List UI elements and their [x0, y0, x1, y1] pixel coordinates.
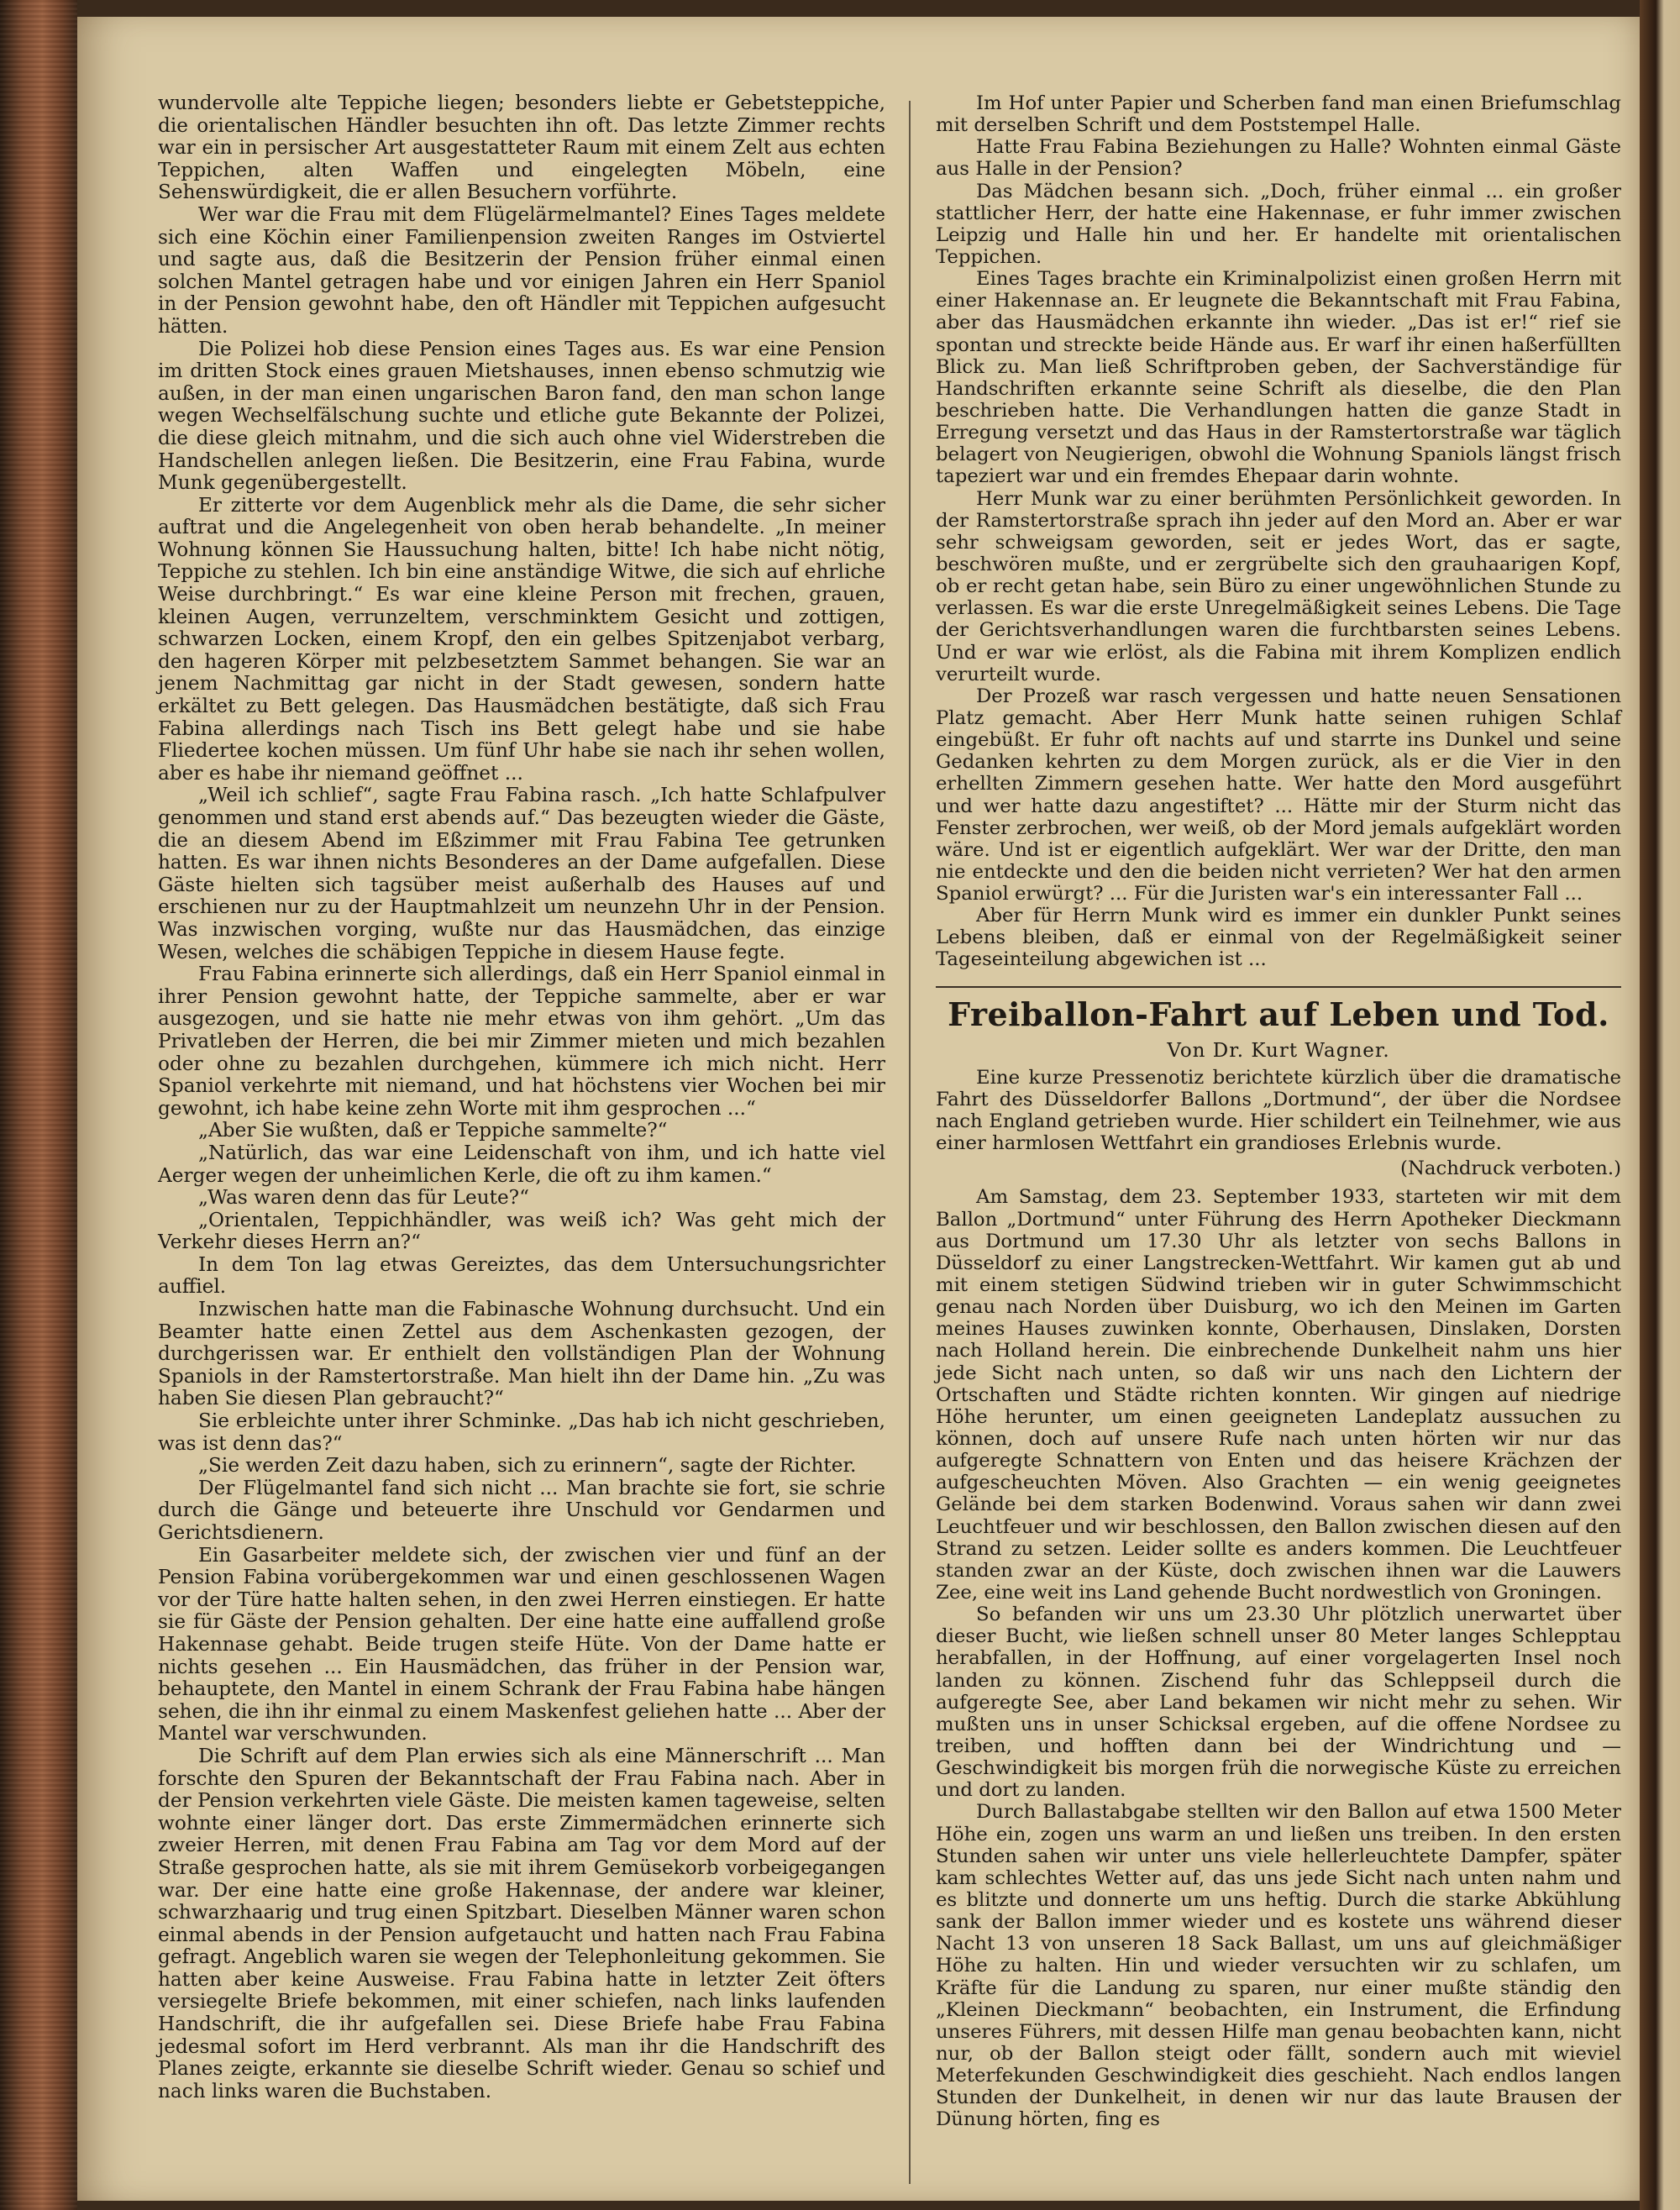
paragraph: Der Prozeß war rasch vergessen und hatte neuen Sensationen Platz gemacht. Aber Herr Munk hatte seinen ruhigen Schlaf eingebüßt. Er fuhr oft nachts auf und starrte ins Dunkel und seine Gedanken kehrten zu dem Morgen zurück, als er die Vier in den erhellten Zimmern gesehen hatte. Wer hatte den Mord ausgeführt und wer hatte dazu angestiftet? ... Hätte mir der Sturm nicht das Fenster zerbrochen, wer weiß, ob der Mord jemals aufgeklärt worden wäre. Und ist er eigentlich aufgeklärt. Wer war der Dritte, den man nie entdeckte und den die beiden nicht verrieten? Wer hat den armen Spaniol erwürgt? ... Für die Juristen war's ein interessanter Fall ... — [936, 685, 1621, 906]
paragraph: wundervolle alte Teppiche liegen; besonders liebte er Gebetsteppiche, die orientalischen Händler besuchten ihn oft. Das letzte Zimmer rechts war ein in persischer Art ausgestatteter Raum mit einem Zelt aus echten Teppichen, alten Waffen und eingelegten Möbeln, eine Sehenswürdigkeit, die er allen Besuchern vorführte. — [158, 92, 885, 204]
article-byline: Von Dr. Kurt Wagner. — [1167, 1039, 1390, 1062]
next-page-edge — [1640, 0, 1680, 2210]
paragraph: Wer war die Frau mit dem Flügelärmelmantel? Eines Tages meldete sich eine Köchin einer Familienpension zweiten Ranges im Ostviertel und sagte aus, daß die Besitzerin der Pension früher einmal einen solchen Mantel getragen habe und vor einigen Jahren ein Herr Spaniol in der Pension gewohnt habe, den oft Händler mit Teppichen aufgesucht hätten. — [158, 202, 885, 338]
paragraph: „Weil ich schlief“, sagte Frau Fabina rasch. „Ich hatte Schlafpulver genommen und stand erst abends auf.“ Das bezeugten wieder die Gäste, die an diesem Abend im Eßzimmer mit Frau Fabina Tee getrunken hatten. Es war ihnen nichts Besonderes an der Dame aufgefallen. Diese Gäste hielten sich tagsüber meist außerhalb des Hauses auf und erschienen nur zu der Hauptmahlzeit um neunzehn Uhr in der Pension. Was inzwischen vorging, wußte nur das Hausmädchen, das einzige Wesen, welches die schäbigen Teppiche in diesem Hause fegte. — [158, 784, 885, 963]
paragraph: In dem Ton lag etwas Gereiztes, das dem Untersuchungsrichter auffiel. — [158, 1252, 885, 1299]
paragraph: „Was waren denn das für Leute?“ — [198, 1186, 529, 1210]
right-column — [936, 92, 1621, 2131]
book-binding — [0, 0, 77, 2210]
paragraph: Ein Gasarbeiter meldete sich, der zwischen vier und fünf an der Pension Fabina vorübergekommen war und einen geschlossenen Wagen vor der Türe hatte halten sehen, in den zwei Herren einstiegen. Er hatte sie für Gäste der Pension gehalten. Der eine hatte eine auffallend große Hakennase gehabt. Beide trugen steife Hüte. Von der Dame hatte er nichts gesehen ... Ein Hausmädchen, das früher in der Pension war, behauptete, den Mantel in einem Schrank der Frau Fabina habe hängen sehen, die ihn ihr einmal zu einem Maskenfest geliehen hatte ... Aber der Mantel war verschwunden. — [158, 1543, 885, 1745]
paragraph: Herr Munk war zu einer berühmten Persönlichkeit geworden. In der Ramstertorstraße sprach ihn jeder auf den Mord an. Aber er war sehr schweigsam geworden, seit er jedes Wort, das er sagte, beschwören mußte, und er zergrübelte sich den grauhaarigen Kopf, ob er recht getan habe, sein Büro zu einer ungewöhnlichen Stunde zu verlassen. Es war die erste Unregelmäßigkeit seines Lebens. Die Tage der Gerichtsverhandlungen waren die furchtbarsten seines Lebens. Und er war wie erlöst, als die Fabina mit ihrem Komplizen endlich verurteilt wurde. — [936, 487, 1621, 685]
paragraph: Am Samstag, dem 23. September 1933, starteten wir mit dem Ballon „Dortmund“ unter Führung des Herrn Apotheker Dieckmann aus Dortmund um 17.30 Uhr als letzter von sechs Ballons in Düsseldorf zu einer Langstrecken-Wettfahrt. Wir kamen gut ab und mit einem stetigen Südwind trieben wir in guter Schwimmschicht genau nach Norden über Duisburg, wo ich den Meinen im Garten meines Hauses zuwinken konnte, Oberhausen, Dinslaken, Dorsten nach Holland herein. Die einbrechende Dunkelheit nahm uns hier jede Sicht nach unten, so daß wir uns nach den Lichtern der Ortschaften und Städte richten konnten. Wir gingen auf niedrige Höhe herunter, um einen geeigneten Landeplatz aussuchen zu können, doch auf unsere Rufe nach unten hörten wir nur das aufgeregte Schnattern von Enten und das heisere Krächzen der aufgescheuchten Möven. Also Grachten — ein wenig geeignetes Gelände bei dem starken Bodenwind. Voraus sahen wir dann zwei Leuchtfeuer und wir beschlossen, den Ballon zwischen diesen auf den Strand zu setzen. Leider sollte es anders kommen. Die Leuchtfeuer standen zwar an der Küste, doch zwischen ihnen war die Lauwers Zee, eine weit ins Land gehende Bucht nordwestlich von Groningen. — [936, 1186, 1621, 1604]
paragraph: „Sie werden Zeit dazu haben, sich zu erinnern“, sagte der Richter. — [198, 1454, 857, 1478]
paragraph: Aber für Herrn Munk wird es immer ein dunkler Punkt seines Lebens bleiben, daß er einmal von der Regelmäßigkeit seiner Tageseinteilung abgewichen ist ... — [936, 905, 1621, 971]
paragraph: Das Mädchen besann sich. „Doch, früher einmal ... ein großer stattlicher Herr, der hatte eine Hakennase, er fuhr immer zwischen Leipzig und Halle hin und her. Er handelte mit orientalischen Teppichen. — [936, 180, 1621, 268]
paragraph: Die Polizei hob diese Pension eines Tages aus. Es war eine Pension im dritten Stock eines grauen Mietshauses, innen ebenso schmutzig wie außen, in der man einen ungarischen Baron fand, den man schon lange wegen Wechselfälschung suchte und etliche gute Bekannte der Polizei, die diese gleich mitnahm, und die sich auch ohne viel Widerstreben die Handschellen anlegen ließen. Die Besitzerin, eine Frau Fabina, wurde Munk gegenübergestellt. — [158, 337, 885, 495]
article-intro: Eine kurze Pressenotiz berichtete kürzlich über die dramatische Fahrt des Düsseldorfer Ballons „Dortmund“, der über die Nordsee nach England getrieben wurde. Hier schildert ein Teilnehmer, wie aus einer harmlosen Wettfahrt ein grandioses Erlebnis wurde. — [936, 1066, 1621, 1155]
paragraph: Durch Ballastabgabe stellten wir den Ballon auf etwa 1500 Meter Höhe ein, zogen uns warm an und ließen uns treiben. In den ersten Stunden sahen wir unter uns viele hellerleuchtete Dampfer, später kam schlechtes Wetter auf, das uns jede Sicht nach unten nahm und es blitzte und donnerte um uns heftig. Durch die starke Abkühlung sank der Ballon immer wieder und es kostete uns während dieser Nacht 13 von unseren 18 Sack Ballast, um uns auf gleichmäßiger Höhe zu halten. Hin und wieder versuchten wir zu schlafen, um Kräfte für die Landung zu sparen, nur einer mußte ständig den „Kleinen Dieckmann“ beobachten, ein Instrument, die Erfindung unseres Führers, mit dessen Hilfe man genau beobachten kann, nicht nur, ob der Ballon steigt oder fällt, sondern auch mit wieviel Meterfekunden Geschwindigkeit dies geschieht. Nach endlos langen Stunden der Dunkelheit, in denen wir nur das laute Brausen der Dünung hörten, fing es — [936, 1801, 1621, 2131]
paragraph: Der Flügelmantel fand sich nicht ... Man brachte sie fort, sie schrie durch die Gänge und beteuerte ihre Unschuld vor Gendarmen und Gerichtsdienern. — [158, 1476, 885, 1544]
paragraph: Frau Fabina erinnerte sich allerdings, daß ein Herr Spaniol einmal in ihrer Pension gewohnt hatte, der Teppiche sammelte, aber er war ausgezogen, und sie hatte nie mehr etwas von ihm gehört. „Um das Privatleben der Herren, die bei mir Zimmer mieten und mich bezahlen oder ohne zu bezahlen durchgehen, kümmere ich mich nicht. Herr Spaniol verkehrte mit niemand, und hat höchstens vier Wochen bei mir gewohnt, ich habe keine zehn Worte mit ihm gesprochen ...“ — [158, 963, 885, 1120]
paragraph: „Aber Sie wußten, daß er Teppiche sammelte?“ — [198, 1119, 668, 1142]
column-divider — [909, 101, 911, 2184]
paragraph: Hatte Frau Fabina Beziehungen zu Halle? Wohnten einmal Gäste aus Halle in der Pension? — [936, 136, 1621, 181]
paragraph: „Orientalen, Teppichhändler, was weiß ich? Was geht mich der Verkehr dieses Herrn an?“ — [158, 1208, 885, 1254]
paragraph: Inzwischen hatte man die Fabinasche Wohnung durchsucht. Und ein Beamter hatte einen Zettel aus dem Aschenkasten gezogen, der durchgerissen war. Er enthielt den vollständigen Plan der Wohnung Spaniols in der Ramstertorstraße. Man hielt ihn der Dame hin. „Zu was haben Sie diesen Plan gebraucht?“ — [158, 1298, 885, 1410]
article-headline: Freiballon-Fahrt auf Leben und Tod. — [936, 986, 1621, 1033]
paragraph: Die Schrift auf dem Plan erwies sich als eine Männerschrift ... Man forschte den Spuren der Bekanntschaft der Frau Fabina nach. Aber in der Pension verkehrten viele Gäste. Die meisten kamen tageweise, selten wohnte einer länger dort. Das erste Zimmermädchen erinnerte sich zweier Herren, mit denen Frau Fabina am Tag vor dem Mord auf der Straße gesprochen hatte, als sie mit ihrem Gemüsekorb vorbeigegangen war. Der eine hatte eine große Hakennase, der andere war kleiner, schwarzhaarig und trug einen Spitzbart. Dieselben Männer waren schon einmal abends in der Pension aufgetaucht und hatten nach Frau Fabina gefragt. Angeblich waren sie wegen der Telephonleitung gekommen. Sie hatten aber keine Ausweise. Frau Fabina hatte in letzter Zeit öfters versiegelte Briefe bekommen, mit einer schiefen, nach links laufenden Handschrift, die ihr aufgefallen sei. Diese Briefe habe Frau Fabina jedesmal sofort im Herd verbrannt. Als man ihr die Handschrift des Planes zeigte, erkannte sie dieselbe Schrift wieder. Genau so schief und nach links waren die Buchstaben. — [158, 1744, 885, 2102]
paragraph: Im Hof unter Papier und Scherben fand man einen Briefumschlag mit derselben Schrift und dem Poststempel Halle. — [936, 92, 1621, 137]
reprint-note: (Nachdruck verboten.) — [1400, 1157, 1621, 1180]
paragraph: Eines Tages brachte ein Kriminalpolizist einen großen Herrn mit einer Hakennase an. Er leugnete die Bekanntschaft mit Frau Fabina, aber das Hausmädchen erkannte ihn wieder. „Das ist er!“ rief sie spontan und streckte beide Hände aus. Er warf ihr einen haßerfüllten Blick zu. Man ließ Schriftproben geben, der Sachverständige für Handschriften erkannte seine Schrift als dieselbe, die den Plan beschrieben hatte. Die Verhandlungen hatten die ganze Stadt in Erregung versetzt und das Haus in der Ramstertorstraße war täglich belagert von Neugierigen, obwohl die Wohnung Spaniols längst frisch tapeziert war und ein fremdes Ehepaar darin wohnte. — [936, 268, 1621, 488]
paragraph: Sie erbleichte unter ihrer Schminke. „Das hab ich nicht geschrieben, was ist denn das?“ — [158, 1409, 885, 1455]
left-column — [158, 92, 885, 2102]
paragraph: Er zitterte vor dem Augenblick mehr als die Dame, die sehr sicher auftrat und die Angelegenheit von oben herab behandelte. „In meiner Wohnung können Sie Haussuchung halten, bitte! Ich habe nicht nötig, Teppiche zu stehlen. Ich bin eine anständige Witwe, die sich auf ehrliche Weise durchbringt.“ Es war eine kleine Person mit frechen, grauen, kleinen Augen, verrunzeltem, verschminktem Gesicht und zottigen, schwarzen Locken, einem Kropf, den ein gelbes Spitzenjabot verbarg, den hageren Körper mit pelzbesetztem Sammet behangen. Sie war an jenem Nachmittag gar nicht in der Stadt gewesen, sondern hatte erkältet zu Bett gelegen. Das Hausmädchen bestätigte, daß sich Frau Fabina allerdings nach Tisch ins Bett gelegt habe und sie habe Fliedertee kochen müssen. Um fünf Uhr habe sie nach ihr sehen wollen, aber es habe ihr niemand geöffnet ... — [158, 493, 885, 785]
paragraph: So befanden wir uns um 23.30 Uhr plötzlich unerwartet über dieser Bucht, wie ließen schnell unser 80 Meter langes Schlepptau herabfallen, in der Hoffnung, auf einer vorgelagerten Insel noch landen zu können. Zischend fuhr das Schleppseil durch die aufgeregte See, aber Land bekamen wir nicht mehr zu sehen. Wir mußten uns in unser Schicksal ergeben, auf die offene Nordsee zu treiben, und hofften dann bei der Windrichtung und — Geschwindigkeit bis morgen früh die norwegische Küste zu erreichen und dort zu landen. — [936, 1604, 1621, 1802]
paragraph: „Natürlich, das war eine Leidenschaft von ihm, und ich hatte viel Aerger wegen der unheimlichen Kerle, die oft zu ihm kamen.“ — [158, 1141, 885, 1187]
